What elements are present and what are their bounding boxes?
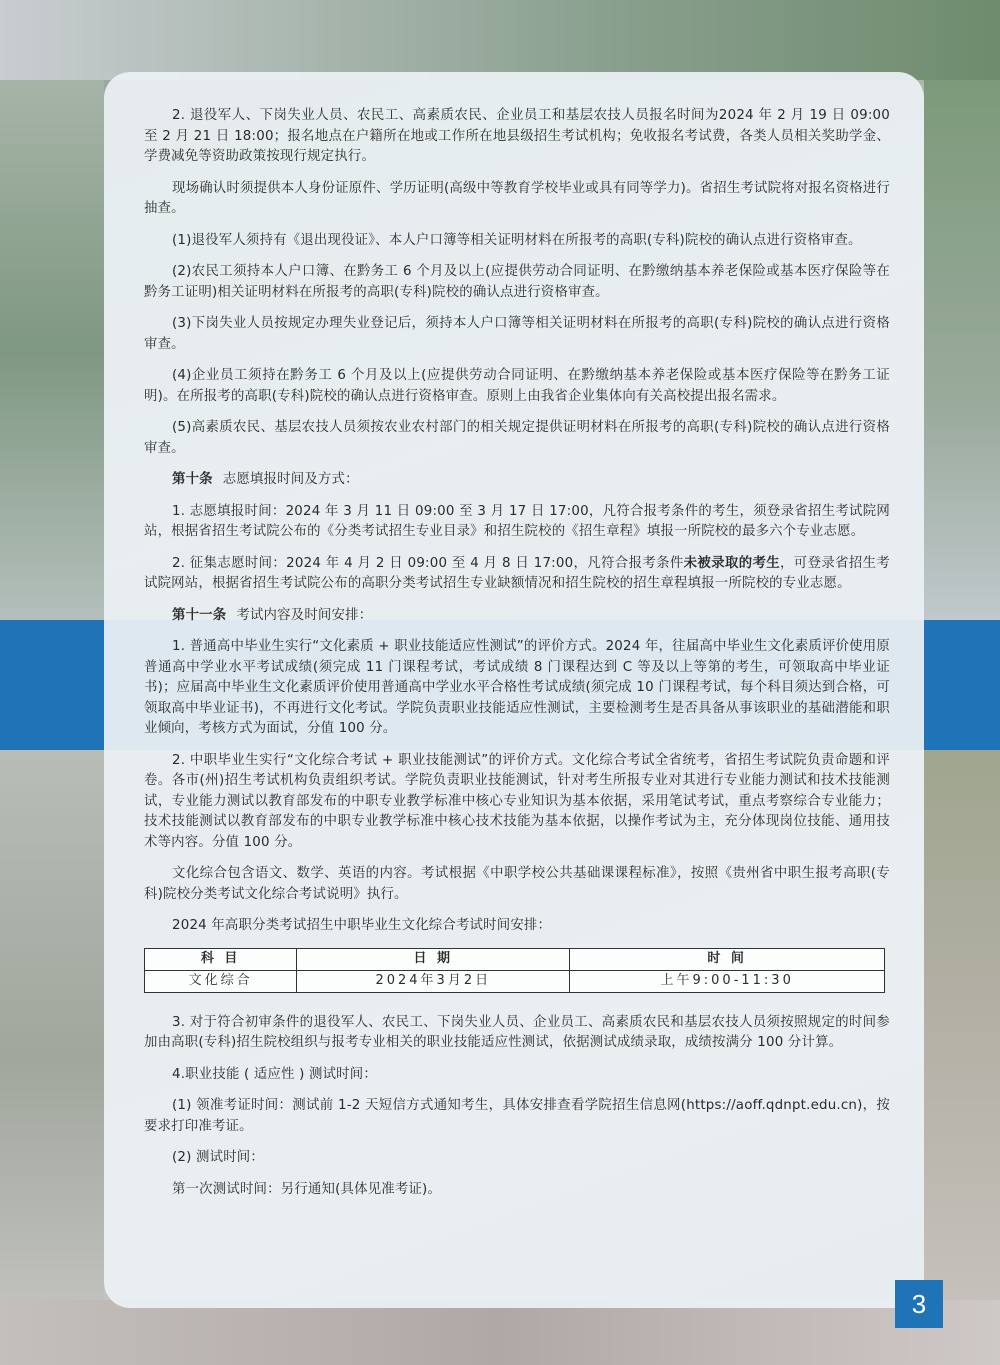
paragraph-skill-test-time-heading: 4.职业技能 ( 适应性 ) 测试时间：	[172, 1066, 377, 1082]
table-row	[145, 970, 885, 992]
article-11-label: 第十一条	[172, 607, 227, 623]
paragraph-laid-off: (3)下岗失业人员按规定办理失业登记后，须持本人户口簿等相关证明材料在所报考的高职(专科)院校的确认点进行资格审查。	[144, 316, 890, 352]
paragraph-culture-exam-content: 文化综合包含语文、数学、英语的内容。考试根据《中职学校公共基础课课程标准》，按照《贵州省中职生报考高职(专科)院校分类考试文化综合考试说明》执行。	[144, 866, 890, 902]
paragraph-application-time: 1. 志愿填报时间：2024 年 3 月 11 日 09:00 至 3 月 17 日 17:00，凡符合报考条件的考生，须登录省招生考试院网站，根据省招生考试院公布的《分类考试招生专业目录》和招生院校的《招生章程》填报一所院校的最多六个专业志愿。	[144, 503, 890, 539]
article-10-heading	[144, 470, 890, 491]
paragraph-migrant-workers: (2)农民工须持本人户口簿、在黔务工 6 个月及以上(应提供劳动合同证明、在黔缴纳基本养老保险或基本医疗保险等在黔务工证明)相关证明材料在所报考的高职(专科)院校的确认点进行资格审查。	[144, 264, 890, 300]
paragraph-admission-ticket: (1) 领准考证时间：测试前 1-2 天短信方式通知考生，具体安排查看学院招生信息网(https://aoff.qdnpt.edu.cn)，按要求打印准考证。	[144, 1098, 890, 1134]
paragraph-onsite-confirmation: 现场确认时须提供本人身份证原件、学历证明(高级中等教育学校毕业或具有同等学力)。省招生考试院将对报名资格进行抽查。	[144, 180, 890, 216]
article-11-title: 考试内容及时间安排：	[236, 607, 373, 623]
table-cell-subject: 文化综合	[145, 970, 297, 992]
document-body	[144, 106, 890, 1211]
supplementary-text-a: 2. 征集志愿时间：2024 年 4 月 2 日 09:00 至 4 月 8 日 17:00，凡符合报考条件	[172, 555, 684, 571]
article-10-label: 第十条	[172, 472, 213, 487]
paragraph-farmers: (5)高素质农民、基层农技人员须按农业农村部门的相关规定提供证明材料在所报考的高职(专科)院校的确认点进行资格审查。	[144, 420, 890, 456]
paragraph-veterans: (1)退役军人须持有《退出现役证》、本人户口簿等相关证明材料在所报考的高职(专科)院校的确认点进行资格审查。	[172, 232, 862, 248]
article-11-heading	[144, 606, 890, 627]
table-cell-time: 上午9:00-11:30	[570, 970, 885, 992]
paragraph-supplementary-application	[144, 554, 890, 595]
paragraph-high-school-graduates: 1. 普通高中毕业生实行“文化素质 + 职业技能适应性测试”的评价方式。2024 年，往届高中毕业生文化素质评价使用原普通高中学业水平考试成绩(须完成 11 门课程考试，考试成绩 8 门课程达到 C 等及以上等第的考生，可领取高中毕业证书)；应届高中毕业生文化素质评价使用普通高中学业水平合格性考试成绩(须完成 10 门课程考试，每个科目须达到合格，可领取高中毕业证书)，不再进行文化考试。学院负责职业技能适应性测试，主要检测考生是否具备从事该职业的基础潜能和职业倾向，考核方式为面试，分值 100 分。	[144, 639, 890, 736]
paragraph-skill-test-eligible: 3. 对于符合初审条件的退役军人、农民工、下岗失业人员、企业员工、高素质农民和基层农技人员须按照规定的时间参加由高职(专科)招生院校组织与报考专业相关的职业技能适应性测试，依据测试成绩录取，成绩按满分 100 分计算。	[144, 1014, 890, 1050]
supplementary-bold-text: 未被录取的考生	[683, 555, 781, 571]
paragraph-first-test-time: 第一次测试时间：另行通知(具体见准考证)。	[172, 1181, 442, 1197]
table-header-subject: 科 目	[145, 948, 297, 970]
supplementary-text-c: ，可登录省招生考试院网站，根据省招生考试院公布的高职分类考试招生专业缺额情况和招生院校的招生章程填报一所院校的专业志愿。	[144, 555, 890, 591]
table-cell-date: 2024年3月2日	[297, 970, 570, 992]
table-header-date: 日 期	[297, 948, 570, 970]
paragraph-test-time: (2) 测试时间：	[172, 1150, 264, 1165]
page-number-badge: 3	[895, 1280, 943, 1328]
paragraph-schedule-intro: 2024 年高职分类考试招生中职毕业生文化综合考试时间安排：	[172, 918, 552, 933]
paragraph-vocational-graduates: 2. 中职毕业生实行“文化综合考试 + 职业技能测试”的评价方式。文化综合考试全省统考，省招生考试院负责命题和评卷。各市(州)招生考试机构负责组织考试。学院负责职业技能测试，针对考生所报专业对其进行专业能力测试和技术技能测试，专业能力测试以教育部发布的中职专业教学标准中核心专业知识为基本依据，采用笔试考试，重点考察综合专业能力；技术技能测试以教育部发布的中职专业教学标准中核心技术技能为基本依据，以操作考试为主，充分体现岗位技能、通用技术等内容。分值 100 分。	[144, 752, 890, 850]
paragraph-enterprise-employees: (4)企业员工须持在黔务工 6 个月及以上(应提供劳动合同证明、在黔缴纳基本养老保险或基本医疗保险等在黔务工证明)。在所报考的高职(专科)院校的确认点进行资格审查。原则上由我省企业集体向有关高校提出报名需求。	[144, 368, 890, 404]
exam-schedule-table	[144, 948, 885, 993]
table-header-row	[145, 948, 885, 970]
paragraph-registration-time: 2. 退役军人、下岗失业人员、农民工、高素质农民、企业员工和基层农技人员报名时间为2024 年 2 月 19 日 09:00 至 2 月 21 日 18:00；报名地点在户籍所在地或工作所在地县级招生考试机构；免收报名考试费，各类人员相关奖助学金、学费减免等资助政策按现行规定执行。	[144, 108, 890, 164]
article-10-title: 志愿填报时间及方式：	[222, 472, 359, 487]
table-header-time: 时 间	[570, 948, 885, 970]
